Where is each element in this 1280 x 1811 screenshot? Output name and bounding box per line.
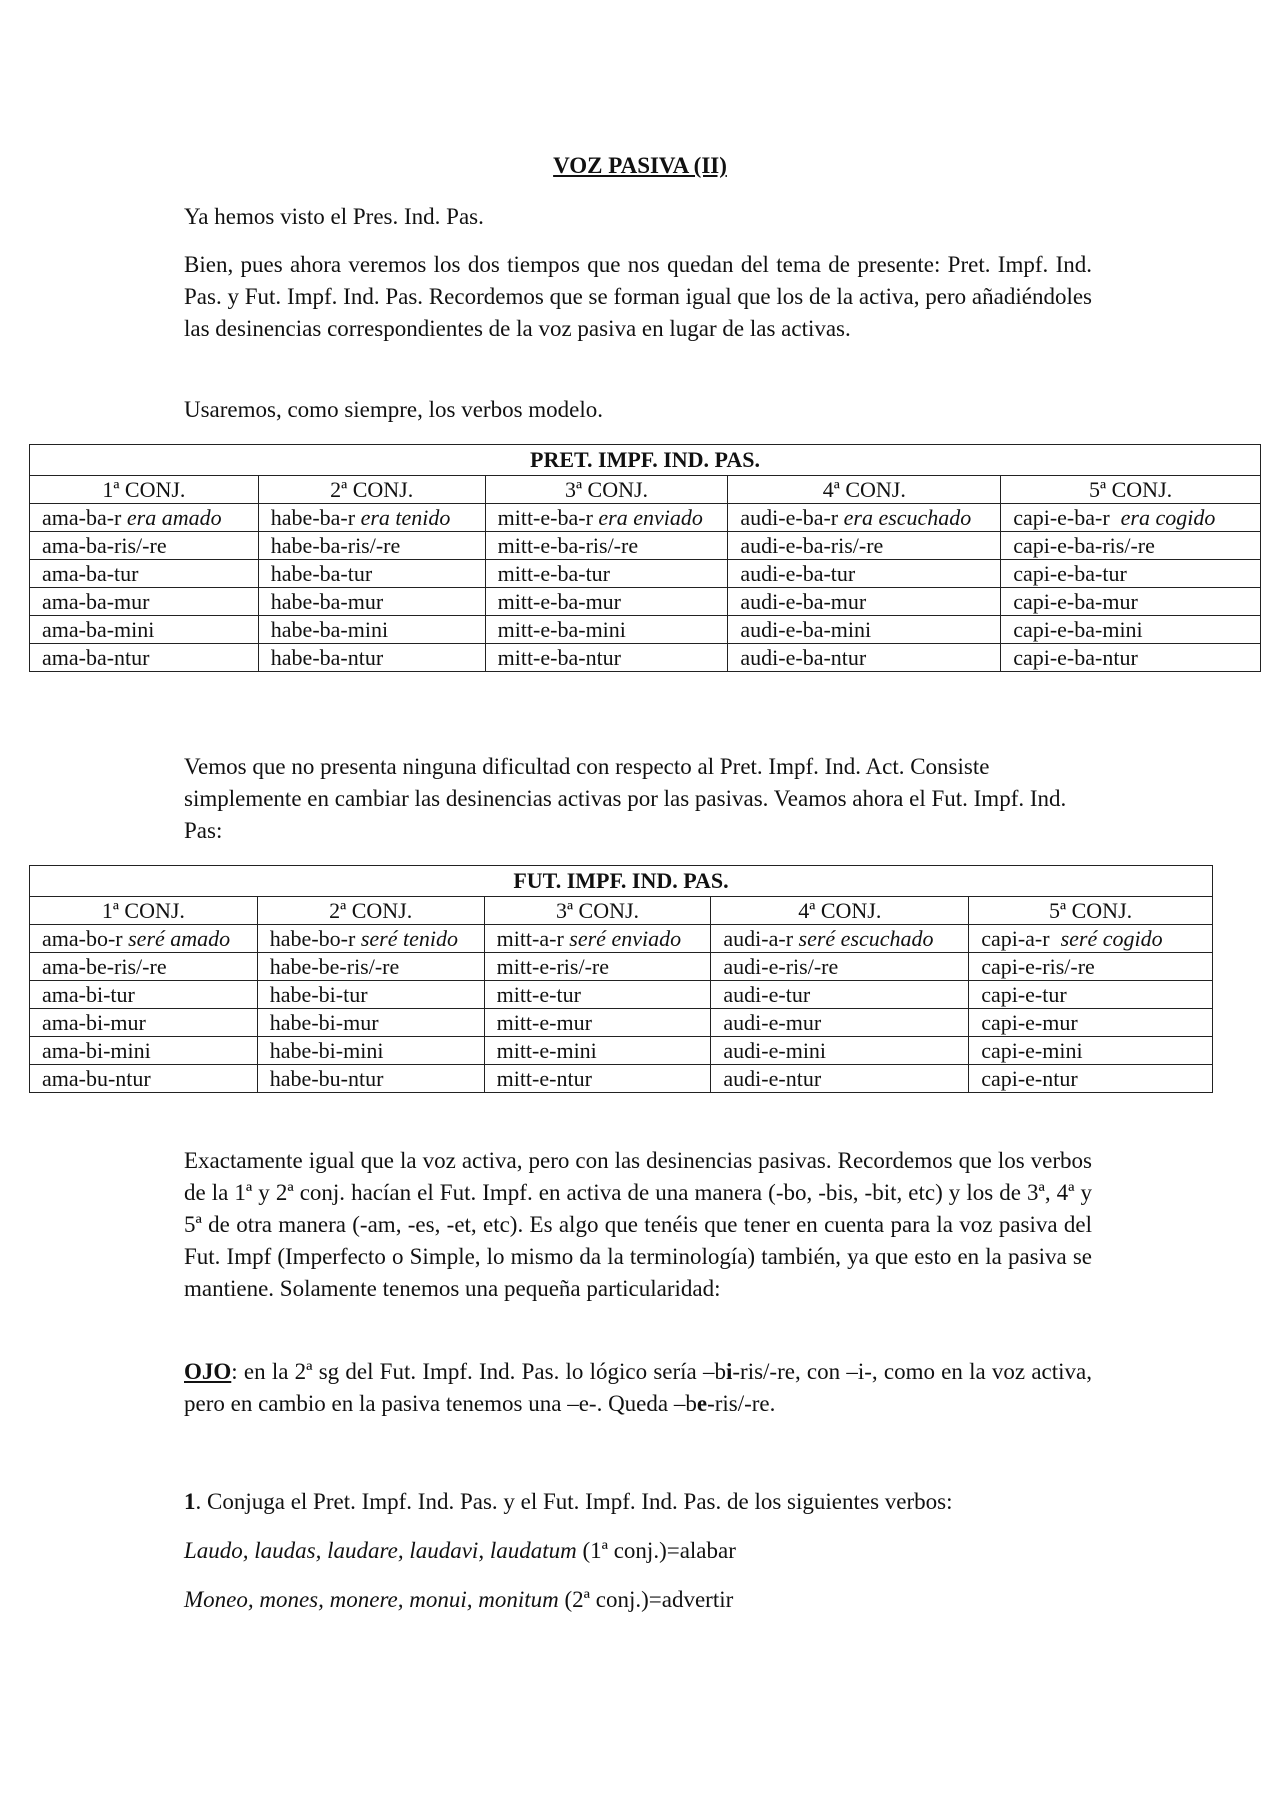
table-cell: ama-bi-mini [30, 1037, 258, 1065]
verb-meaning: (2ª conj.)=advertir [558, 1587, 734, 1612]
verb-form: mitt-a-r [496, 926, 564, 951]
table-cell: audi-e-ba-ris/-re [728, 532, 1001, 560]
exercise-verb-2 [184, 1584, 1092, 1616]
verb-meaning: (1ª conj.)=alabar [576, 1538, 736, 1563]
fut-impf-table [29, 865, 1213, 1093]
table-header-row [30, 897, 1213, 925]
table-row [30, 981, 1213, 1009]
table-cell: ama-ba-mini [30, 616, 259, 644]
table-row [30, 1009, 1213, 1037]
table-cell: audi-e-mur [711, 1009, 969, 1037]
ojo-label: OJO [184, 1359, 232, 1384]
verb-principal-parts: Moneo, mones, monere, monui, monitum [184, 1587, 559, 1612]
table-cell: ama-ba-mur [30, 588, 259, 616]
table-cell: audi-e-ris/-re [711, 953, 969, 981]
table-cell: mitt-e-ntur [484, 1065, 711, 1093]
table-cell: audi-e-ba-tur [728, 560, 1001, 588]
table-cell: mitt-e-ba-ntur [485, 644, 728, 672]
ojo-text: -ris/-re. [707, 1391, 776, 1416]
ojo-text: : en la 2ª sg del Fut. Impf. Ind. Pas. lo lógico sería –b [231, 1359, 726, 1384]
table-cell: capi-e-mini [969, 1037, 1213, 1065]
table-cell [1001, 504, 1261, 532]
exercise-verb-1 [184, 1535, 1092, 1567]
table-header-row [30, 476, 1261, 504]
table-cell: capi-e-mur [969, 1009, 1213, 1037]
table-row [30, 588, 1261, 616]
table-cell: habe-bi-tur [257, 981, 484, 1009]
table-caption-row [30, 866, 1213, 897]
table-cell: audi-e-mini [711, 1037, 969, 1065]
exercise-instruction [184, 1486, 1092, 1518]
table-cell: capi-e-ris/-re [969, 953, 1213, 981]
table-cell: audi-e-ntur [711, 1065, 969, 1093]
table-cell: ama-bi-tur [30, 981, 258, 1009]
table-row [30, 560, 1261, 588]
verb-translation: era cogido [1120, 505, 1216, 530]
table-cell [711, 925, 969, 953]
table-cell: ama-ba-ntur [30, 644, 259, 672]
table-cell [30, 925, 258, 953]
column-header: 5ª CONJ. [969, 897, 1213, 925]
verb-form: habe-ba-r [270, 505, 356, 530]
column-header: 2ª CONJ. [258, 476, 485, 504]
ojo-note [184, 1356, 1092, 1420]
verb-form: habe-bo-r [269, 926, 356, 951]
table-cell: ama-ba-ris/-re [30, 532, 259, 560]
table-cell: mitt-e-ba-ris/-re [485, 532, 728, 560]
pret-impf-table [29, 444, 1261, 672]
table-cell: habe-ba-ntur [258, 644, 485, 672]
table-cell: habe-bu-ntur [257, 1065, 484, 1093]
table-row [30, 616, 1261, 644]
table-cell: audi-e-ba-mur [728, 588, 1001, 616]
table-cell: ama-bi-mur [30, 1009, 258, 1037]
ojo-highlight: i [725, 1359, 733, 1384]
table-cell: audi-e-tur [711, 981, 969, 1009]
table-caption: FUT. IMPF. IND. PAS. [30, 866, 1213, 897]
table-cell [257, 925, 484, 953]
table-cell [30, 504, 259, 532]
verb-form: audi-e-ba-r [740, 505, 839, 530]
table-row [30, 925, 1213, 953]
table-row [30, 1037, 1213, 1065]
intro-paragraph-3: Usaremos, como siempre, los verbos modelo. [184, 397, 604, 422]
intro-paragraph-1: Ya hemos visto el Pres. Ind. Pas. [184, 204, 484, 229]
column-header: 2ª CONJ. [257, 897, 484, 925]
table-cell: capi-e-ba-ris/-re [1001, 532, 1261, 560]
closing-paragraph: Exactamente igual que la voz activa, pero con las desinencias pasivas. Recordemos que los verbos de la 1ª y 2ª conj. hacían el Fut. Impf. en activa de una manera (-bo, -bis, -bit, etc) y los de 3ª, 4ª y 5ª de otra manera (-am, -es, -et, etc). Es algo que tenéis que tener en cuenta para la voz pasiva del Fut. Impf (Imperfecto o Simple, lo mismo da la terminología) también, ya que esto en la pasiva se mantiene. Solamente tenemos una pequeña particularidad: [184, 1148, 1092, 1301]
table-cell [728, 504, 1001, 532]
verb-translation: era enviado [598, 505, 703, 530]
table-cell: mitt-e-ba-tur [485, 560, 728, 588]
verb-form: capi-e-ba-r [1013, 505, 1110, 530]
exercise-number: 1 [184, 1489, 196, 1514]
table-cell [258, 504, 485, 532]
verb-translation: era escuchado [843, 505, 972, 530]
table-cell: capi-e-ba-tur [1001, 560, 1261, 588]
verb-translation: seré tenido [360, 926, 458, 951]
table-cell: ama-bu-ntur [30, 1065, 258, 1093]
column-header: 4ª CONJ. [711, 897, 969, 925]
column-header: 3ª CONJ. [485, 476, 728, 504]
table-cell: capi-e-tur [969, 981, 1213, 1009]
table-cell: habe-ba-ris/-re [258, 532, 485, 560]
table-cell: mitt-e-ba-mini [485, 616, 728, 644]
column-header: 5ª CONJ. [1001, 476, 1261, 504]
table-cell: habe-ba-mur [258, 588, 485, 616]
table-row [30, 532, 1261, 560]
table-cell: capi-e-ntur [969, 1065, 1213, 1093]
table-cell [969, 925, 1213, 953]
table-cell: capi-e-ba-mur [1001, 588, 1261, 616]
table-cell: capi-e-ba-mini [1001, 616, 1261, 644]
table-cell: mitt-e-ba-mur [485, 588, 728, 616]
middle-paragraph: Vemos que no presenta ninguna dificultad con respecto al Pret. Impf. Ind. Act. Consiste simplemente en cambiar las desinencias activas por las pasivas. Veamos ahora el Fut. Impf. Ind. Pas: [184, 754, 1067, 843]
verb-translation: seré escuchado [798, 926, 934, 951]
table-cell: audi-e-ba-mini [728, 616, 1001, 644]
table-cell: mitt-e-ris/-re [484, 953, 711, 981]
table-row [30, 504, 1261, 532]
table-cell: audi-e-ba-ntur [728, 644, 1001, 672]
verb-translation: seré amado [128, 926, 231, 951]
table-cell: habe-bi-mur [257, 1009, 484, 1037]
ojo-highlight: e [696, 1391, 708, 1416]
table-cell: habe-bi-mini [257, 1037, 484, 1065]
table-cell: capi-e-ba-ntur [1001, 644, 1261, 672]
table-caption-row [30, 445, 1261, 476]
table-cell: ama-be-ris/-re [30, 953, 258, 981]
column-header: 4ª CONJ. [728, 476, 1001, 504]
column-header: 1ª CONJ. [30, 897, 258, 925]
verb-translation: seré cogido [1060, 926, 1163, 951]
table-cell: ama-ba-tur [30, 560, 259, 588]
exercise-text: . Conjuga el Pret. Impf. Ind. Pas. y el Fut. Impf. Ind. Pas. de los siguientes verbos: [195, 1489, 953, 1514]
verb-translation: era tenido [360, 505, 451, 530]
ojo-text: -ris/-re, con –i-, como en la voz activa, pero en cambio en la pasiva tenemos una –e-. Queda –b [184, 1359, 1092, 1416]
table-cell: mitt-e-mur [484, 1009, 711, 1037]
table-cell: mitt-e-mini [484, 1037, 711, 1065]
column-header: 3ª CONJ. [484, 897, 711, 925]
verb-form: capi-a-r [981, 926, 1050, 951]
verb-form: mitt-e-ba-r [497, 505, 593, 530]
table-cell: mitt-e-tur [484, 981, 711, 1009]
table-cell: habe-ba-mini [258, 616, 485, 644]
verb-principal-parts: Laudo, laudas, laudare, laudavi, laudatum [184, 1538, 577, 1563]
table-row [30, 644, 1261, 672]
table-row [30, 953, 1213, 981]
table-cell [484, 925, 711, 953]
intro-paragraph-2: Bien, pues ahora veremos los dos tiempos que nos quedan del tema de presente: Pret. Impf. Ind. Pas. y Fut. Impf. Ind. Pas. Recordemos que se forman igual que los de la activa, pero añadiéndoles las desinencias correspondientes de la voz pasiva en lugar de las activas. [184, 252, 1092, 341]
verb-translation: seré enviado [569, 926, 682, 951]
page-title: VOZ PASIVA (II) [553, 153, 727, 178]
column-header: 1ª CONJ. [30, 476, 259, 504]
table-caption: PRET. IMPF. IND. PAS. [30, 445, 1261, 476]
verb-translation: era amado [126, 505, 222, 530]
table-cell [485, 504, 728, 532]
table-cell: habe-ba-tur [258, 560, 485, 588]
table-row [30, 1065, 1213, 1093]
verb-form: ama-ba-r [42, 505, 122, 530]
verb-form: ama-bo-r [42, 926, 123, 951]
table-cell: habe-be-ris/-re [257, 953, 484, 981]
verb-form: audi-a-r [723, 926, 794, 951]
